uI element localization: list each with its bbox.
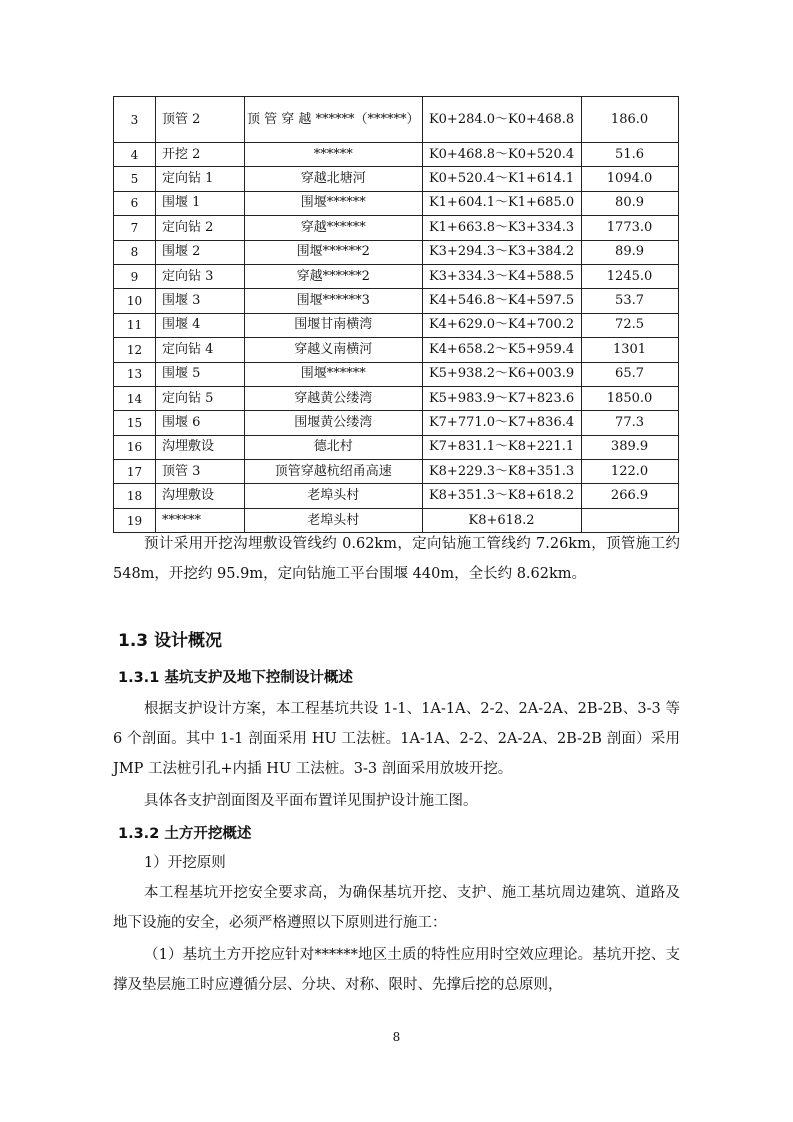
description-cell: 老埠头村 bbox=[245, 508, 423, 532]
subsection-heading-1-3-2: 1.3.2 土方开挖概述 bbox=[118, 826, 252, 842]
row-number-cell: 6 bbox=[114, 191, 156, 215]
row-number-cell: 9 bbox=[114, 264, 156, 288]
description-cell: 顶 管 穿 越 ******（******） bbox=[245, 97, 423, 143]
subsection-heading-1-3-1: 1.3.1 基坑支护及地下控制设计概述 bbox=[118, 670, 353, 686]
excavation-principle-item: 1）开挖原则 bbox=[144, 855, 226, 871]
support-design-paragraph: 根据支护设计方案，本工程基坑共设 1-1、1A-1A、2-2、2A-2A、2B-2B、3-3 等 6 个剖面。其中 1-1 剖面采用 HU 工法桩。1A-1A、2-2、2A-2A、2B-2B 剖面）采用 JMP 工法桩引孔+内插 HU 工法桩。3-3 剖面采用放坡开挖。 bbox=[113, 701, 680, 777]
excavation-rule-1-paragraph: （1）基坑土方开挖应针对******地区土质的特性应用时空效应理论。基坑开挖、支撑及垫层施工时应遵循分层、分块、对称、限时、先撑后挖的总原则， bbox=[113, 947, 680, 993]
description-cell: 围堰****** bbox=[245, 191, 423, 215]
section-heading-1-3: 1.3 设计概况 bbox=[118, 631, 223, 651]
chainage-range-cell: K4+546.8～K4+597.5 bbox=[422, 289, 581, 313]
row-number-cell: 11 bbox=[114, 313, 156, 337]
length-cell: 77.3 bbox=[581, 411, 678, 435]
length-cell: 65.7 bbox=[581, 362, 678, 386]
chainage-range-cell: K7+771.0～K7+836.4 bbox=[422, 411, 581, 435]
work-type-cell: 沟埋敷设 bbox=[156, 435, 245, 459]
length-cell: 1301 bbox=[581, 338, 678, 362]
description-cell: 穿越******2 bbox=[245, 264, 423, 288]
description-cell: 穿越北塘河 bbox=[245, 167, 423, 191]
chainage-range-cell: K0+468.8～K0+520.4 bbox=[422, 143, 581, 167]
length-cell: 89.9 bbox=[581, 240, 678, 264]
table-row bbox=[114, 289, 679, 313]
chainage-range-cell: K8+229.3～K8+351.3 bbox=[422, 460, 581, 484]
length-cell: 122.0 bbox=[581, 460, 678, 484]
description-cell: 围堰******3 bbox=[245, 289, 423, 313]
chainage-range-cell: K8+618.2 bbox=[422, 508, 581, 532]
chainage-range-cell: K1+604.1～K1+685.0 bbox=[422, 191, 581, 215]
row-number-cell: 19 bbox=[114, 508, 156, 532]
excavation-safety-paragraph: 本工程基坑开挖安全要求高，为确保基坑开挖、支护、施工基坑周边建筑、道路及地下设施的安全，必须严格遵照以下原则进行施工： bbox=[113, 885, 680, 931]
description-cell: 穿越****** bbox=[245, 216, 423, 240]
table-row bbox=[114, 313, 679, 337]
description-cell: ****** bbox=[245, 143, 423, 167]
row-number-cell: 10 bbox=[114, 289, 156, 313]
length-cell: 389.9 bbox=[581, 435, 678, 459]
work-type-cell: 定向钻 4 bbox=[156, 338, 245, 362]
length-cell: 1773.0 bbox=[581, 216, 678, 240]
work-type-cell: 沟埋敷设 bbox=[156, 484, 245, 508]
chainage-range-cell: K0+520.4～K1+614.1 bbox=[422, 167, 581, 191]
length-cell: 1850.0 bbox=[581, 386, 678, 410]
work-type-cell: 围堰 5 bbox=[156, 362, 245, 386]
row-number-cell: 18 bbox=[114, 484, 156, 508]
table-row bbox=[114, 216, 679, 240]
table-row bbox=[114, 264, 679, 288]
row-number-cell: 5 bbox=[114, 167, 156, 191]
description-cell: 穿越义南横河 bbox=[245, 338, 423, 362]
work-type-cell: 定向钻 2 bbox=[156, 216, 245, 240]
work-type-cell: 定向钻 1 bbox=[156, 167, 245, 191]
work-type-cell: 围堰 4 bbox=[156, 313, 245, 337]
length-cell: 1094.0 bbox=[581, 167, 678, 191]
length-cell: 266.9 bbox=[581, 484, 678, 508]
chainage-range-cell: K3+294.3～K3+384.2 bbox=[422, 240, 581, 264]
work-type-cell: 开挖 2 bbox=[156, 143, 245, 167]
description-cell: 老埠头村 bbox=[245, 484, 423, 508]
row-number-cell: 13 bbox=[114, 362, 156, 386]
length-cell: 53.7 bbox=[581, 289, 678, 313]
length-cell: 51.6 bbox=[581, 143, 678, 167]
work-type-cell: 围堰 6 bbox=[156, 411, 245, 435]
work-type-cell: 定向钻 5 bbox=[156, 386, 245, 410]
description-cell: 围堰******2 bbox=[245, 240, 423, 264]
chainage-range-cell: K5+983.9～K7+823.6 bbox=[422, 386, 581, 410]
description-cell: 围堰黄公缕湾 bbox=[245, 411, 423, 435]
length-cell: 186.0 bbox=[581, 97, 678, 143]
chainage-range-cell: K3+334.3～K4+588.5 bbox=[422, 264, 581, 288]
table-row bbox=[114, 435, 679, 459]
length-cell: 72.5 bbox=[581, 313, 678, 337]
table-row bbox=[114, 97, 679, 143]
table-row bbox=[114, 143, 679, 167]
table-row bbox=[114, 191, 679, 215]
chainage-range-cell: K1+663.8～K3+334.3 bbox=[422, 216, 581, 240]
description-cell: 围堰甘南横湾 bbox=[245, 313, 423, 337]
chainage-range-cell: K4+629.0～K4+700.2 bbox=[422, 313, 581, 337]
summary-paragraph: 预计采用开挖沟埋敷设管线约 0.62km，定向钻施工管线约 7.26km，顶管施工约 548m，开挖约 95.9m，定向钻施工平台围堰 440m，全长约 8.62km。 bbox=[113, 536, 680, 582]
description-cell: 德北村 bbox=[245, 435, 423, 459]
description-cell: 穿越黄公缕湾 bbox=[245, 386, 423, 410]
work-type-cell: 顶管 3 bbox=[156, 460, 245, 484]
row-number-cell: 12 bbox=[114, 338, 156, 362]
construction-schedule-table bbox=[113, 96, 679, 533]
row-number-cell: 16 bbox=[114, 435, 156, 459]
work-type-cell: 围堰 3 bbox=[156, 289, 245, 313]
table-row bbox=[114, 240, 679, 264]
table-row bbox=[114, 460, 679, 484]
table-row bbox=[114, 362, 679, 386]
row-number-cell: 17 bbox=[114, 460, 156, 484]
row-number-cell: 14 bbox=[114, 386, 156, 410]
work-type-cell: 围堰 2 bbox=[156, 240, 245, 264]
table-row bbox=[114, 386, 679, 410]
row-number-cell: 4 bbox=[114, 143, 156, 167]
row-number-cell: 3 bbox=[114, 97, 156, 143]
length-cell: 80.9 bbox=[581, 191, 678, 215]
chainage-range-cell: K7+831.1～K8+221.1 bbox=[422, 435, 581, 459]
description-cell: 顶管穿越杭绍甬高速 bbox=[245, 460, 423, 484]
chainage-range-cell: K5+938.2～K6+003.9 bbox=[422, 362, 581, 386]
work-type-cell: 顶管 2 bbox=[156, 97, 245, 143]
table-row bbox=[114, 411, 679, 435]
work-type-cell: 定向钻 3 bbox=[156, 264, 245, 288]
work-type-cell: 围堰 1 bbox=[156, 191, 245, 215]
support-drawing-reference: 具体各支护剖面图及平面布置详见围护设计施工图。 bbox=[144, 793, 478, 809]
row-number-cell: 15 bbox=[114, 411, 156, 435]
description-cell: 围堰****** bbox=[245, 362, 423, 386]
length-cell: 1245.0 bbox=[581, 264, 678, 288]
table-row bbox=[114, 167, 679, 191]
row-number-cell: 7 bbox=[114, 216, 156, 240]
chainage-range-cell: K0+284.0～K0+468.8 bbox=[422, 97, 581, 143]
row-number-cell: 8 bbox=[114, 240, 156, 264]
table-row bbox=[114, 338, 679, 362]
chainage-range-cell: K4+658.2～K5+959.4 bbox=[422, 338, 581, 362]
chainage-range-cell: K8+351.3～K8+618.2 bbox=[422, 484, 581, 508]
page-number: 8 bbox=[392, 1030, 401, 1044]
work-type-cell: ****** bbox=[156, 508, 245, 532]
table-row bbox=[114, 484, 679, 508]
